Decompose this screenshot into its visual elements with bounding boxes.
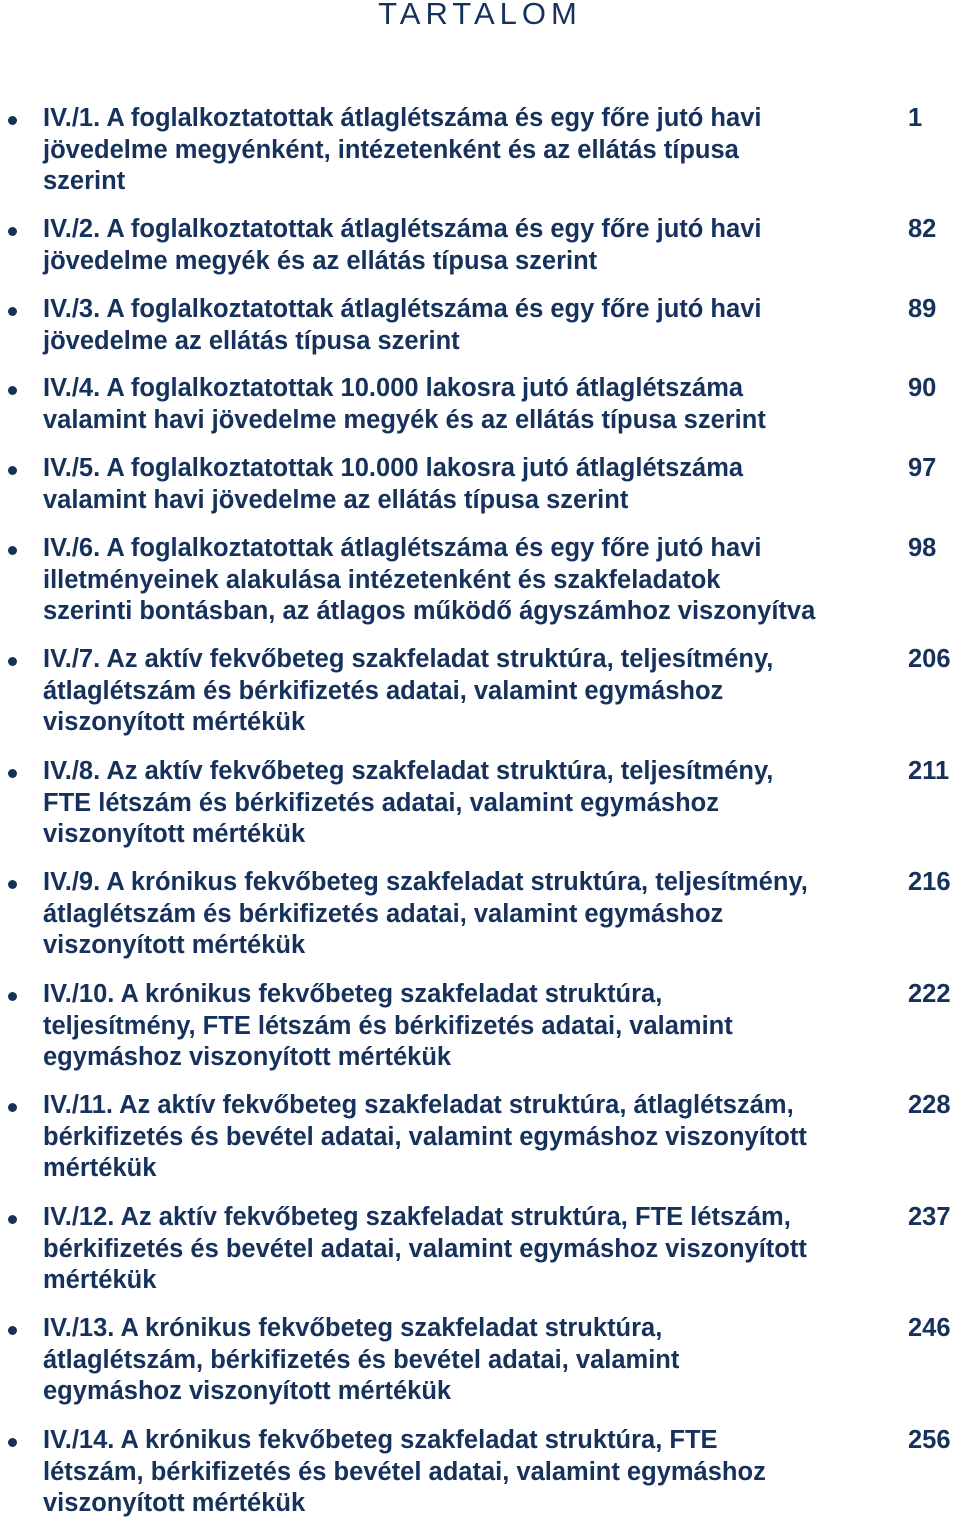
bullet-icon — [8, 657, 17, 666]
toc-page-number: 216 — [908, 868, 951, 896]
toc-entry-title: IV./9. A krónikus fekvőbeteg szakfeladat struktúra, teljesítmény, átlaglétszám és bérkifizetés adatai, valamint egymáshoz viszonyított mértékük — [43, 868, 808, 959]
bullet-icon — [8, 227, 17, 236]
page-title: TARTALOM — [378, 0, 582, 31]
toc-page-number: 256 — [908, 1426, 951, 1454]
toc-page-number: 89 — [908, 295, 937, 323]
toc-entry-title: IV./4. A foglalkoztatottak 10.000 lakosra jutó átlaglétszáma valamint havi jövedelme megyék és az ellátás típusa szerint — [43, 374, 766, 434]
toc-page-number: 246 — [908, 1314, 951, 1342]
toc-page-number: 90 — [908, 374, 937, 402]
toc-entry-title: IV./10. A krónikus fekvőbeteg szakfeladat struktúra, teljesítmény, FTE létszám és bérkifizetés adatai, valamint egymáshoz viszonyított mértékük — [43, 980, 733, 1071]
toc-page-number: 222 — [908, 980, 951, 1008]
toc-entry-title: IV./1. A foglalkoztatottak átlaglétszáma és egy főre jutó havi jövedelme megyénként, intézetenként és az ellátás típusa szerint — [43, 104, 762, 195]
bullet-icon — [8, 386, 17, 395]
toc-entry-title: IV./13. A krónikus fekvőbeteg szakfeladat struktúra, átlaglétszám, bérkifizetés és bevétel adatai, valamint egymáshoz viszonyított mértékük — [43, 1314, 680, 1405]
bullet-icon — [8, 769, 17, 778]
toc-entry-title: IV./6. A foglalkoztatottak átlaglétszáma és egy főre jutó havi illetményeinek alakulása intézetenként és szakfeladatok szerinti bontásban, az átlagos működő ágyszámhoz viszonyítva — [43, 534, 816, 625]
bullet-icon — [8, 992, 17, 1001]
toc-entry-title: IV./7. Az aktív fekvőbeteg szakfeladat struktúra, teljesítmény, átlaglétszám és bérkifizetés adatai, valamint egymáshoz viszonyított mértékük — [43, 645, 774, 736]
bullet-icon — [8, 1326, 17, 1335]
toc-entry-title: IV./2. A foglalkoztatottak átlaglétszáma és egy főre jutó havi jövedelme megyék és az ellátás típusa szerint — [43, 215, 762, 275]
toc-entry-title: IV./3. A foglalkoztatottak átlaglétszáma és egy főre jutó havi jövedelme az ellátás típusa szerint — [43, 295, 762, 355]
toc-page-number: 211 — [908, 757, 950, 785]
toc-page-number: 1 — [908, 104, 923, 132]
bullet-icon — [8, 1103, 17, 1112]
bullet-icon — [8, 1215, 17, 1224]
bullet-icon — [8, 880, 17, 889]
toc-page-number: 97 — [908, 454, 937, 482]
bullet-icon — [8, 1438, 17, 1447]
toc-page-number: 237 — [908, 1203, 951, 1231]
bullet-icon — [8, 116, 17, 125]
bullet-icon — [8, 546, 17, 555]
toc-entry-title: IV./14. A krónikus fekvőbeteg szakfeladat struktúra, FTE létszám, bérkifizetés és bevétel adatai, valamint egymáshoz viszonyított mértékük — [43, 1426, 766, 1517]
toc-page-number: 206 — [908, 645, 951, 673]
bullet-icon — [8, 466, 17, 475]
toc-entry-title: IV./5. A foglalkoztatottak 10.000 lakosra jutó átlaglétszáma valamint havi jövedelme az ellátás típusa szerint — [43, 454, 744, 514]
toc-entry-title: IV./8. Az aktív fekvőbeteg szakfeladat struktúra, teljesítmény, FTE létszám és bérkifizetés adatai, valamint egymáshoz viszonyított mértékük — [43, 757, 774, 848]
toc-entry-title: IV./12. Az aktív fekvőbeteg szakfeladat struktúra, FTE létszám, bérkifizetés és bevétel adatai, valamint egymáshoz viszonyított mértékük — [43, 1203, 807, 1294]
bullet-icon — [8, 307, 17, 316]
toc-page-number: 228 — [908, 1091, 951, 1119]
toc-entry-title: IV./11. Az aktív fekvőbeteg szakfeladat struktúra, átlaglétszám, bérkifizetés és bevétel adatai, valamint egymáshoz viszonyított mértékük — [43, 1091, 807, 1182]
toc-page-number: 98 — [908, 534, 937, 562]
toc-page-number: 82 — [908, 215, 937, 243]
